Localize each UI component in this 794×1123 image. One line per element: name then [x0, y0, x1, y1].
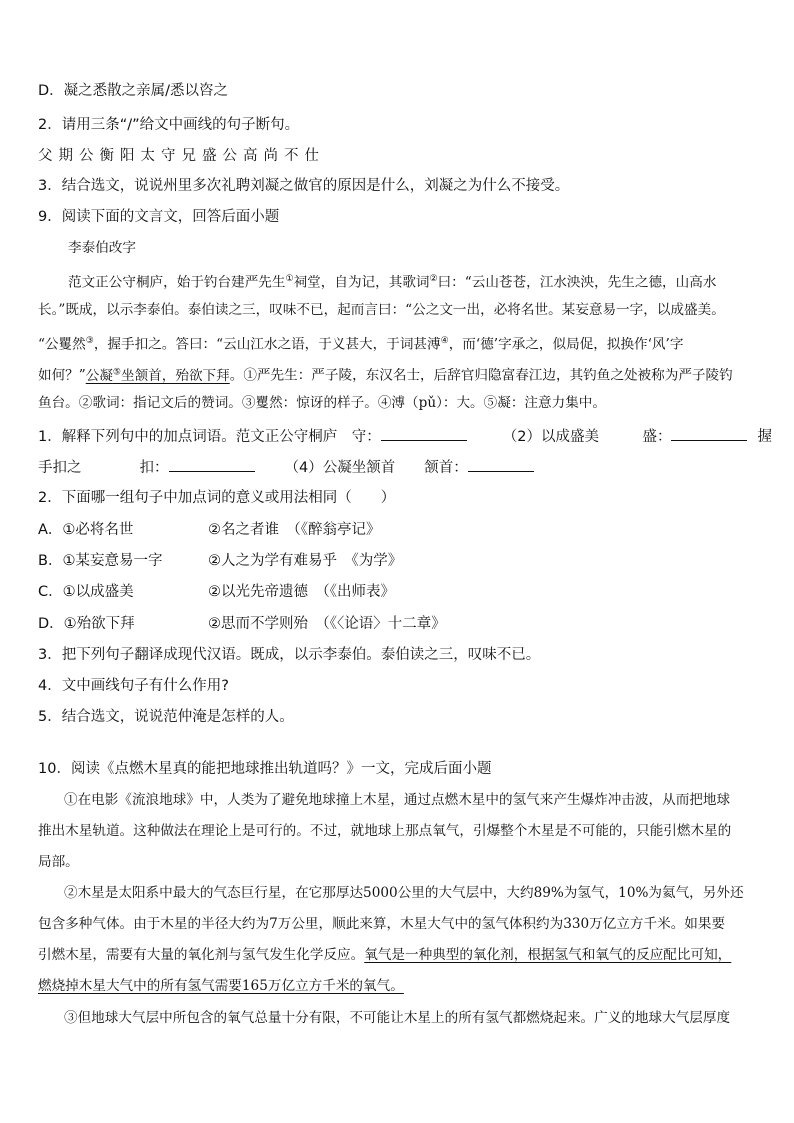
passage-text: ，而‘德’字承之，似局促，拟换作‘风’字 [448, 336, 684, 353]
article-para-2-line-4: 燃烧掉木星大气中的所有氢气需要165万亿立方千米的氧气。 [38, 978, 404, 994]
choice-part-1: A．①必将名世 [38, 522, 134, 538]
passage-line-4 [38, 362, 733, 386]
passage-text: 坐颔首，殆欲下拜 [121, 367, 230, 384]
subquestion-text: （2）以成盛美 盛： [502, 429, 672, 445]
choice-part-1: C．①以成盛美 [38, 584, 134, 600]
passage-line-2: 长。”既成，以示李泰伯。泰伯读之三，叹味不已，起而言曰：“公之文一出，必将名世。某妄意易一字，以成盛美。 [38, 302, 725, 318]
subquestion-1-line-2 [38, 457, 534, 478]
choice-row [38, 551, 402, 571]
article-para-2-line-1: ②木星是太阳系中最大的气态巨行星，在它那厚达5000公里的大气层中，大约89%为氢气，10%为氦气，另外还 [64, 885, 744, 901]
choice-part-2: ②人之为学有难易乎 《为学》 [208, 553, 403, 569]
answer-blank[interactable] [169, 457, 255, 472]
answer-blank[interactable] [468, 457, 534, 472]
article-para-2-line-2: 包含多种气体。由于木星的半径大约为7万公里，顺此来算，木星大气中的氢气体积约为330万亿立方千米。如果要 [38, 916, 726, 932]
passage-text: 公凝 [85, 367, 113, 384]
question-2-sentence-break: 2．请用三条“/”给文中画线的句子断句。 [38, 117, 300, 133]
footnote-marker: ③ [85, 336, 94, 346]
underlined-sentence [86, 368, 230, 384]
passage-line-1 [68, 269, 716, 293]
subquestion-2: 2．下面哪一组句子中加点词的意义或用法相同（ ） [38, 490, 396, 506]
article-para-2-line-3 [38, 945, 731, 965]
passage-text: “公矍然 [38, 336, 86, 353]
passage-text: 如何？” [38, 367, 86, 384]
passage-text: ，握手扣之。答曰：“云山江水之语，于义甚大，于词甚溥 [93, 336, 441, 353]
footnote-marker: ⑤ [112, 367, 121, 377]
subquestion-text: 手扣之 扣： [38, 460, 169, 476]
choice-part-2: ②名之者谁 （《醉翁亭记》 [208, 522, 381, 538]
subquestion-text: 1．解释下列句中的加点词语。范文正公守桐庐 守： [38, 429, 381, 445]
question-3-reason: 3．结合选文，说说州里多次礼聘刘凝之做官的原因是什么，刘凝之为什么不接受。 [38, 178, 570, 194]
article-para-1-line-2: 推出木星轨道。这种做法在理论上是可行的。不过，就地球上那点氧气，引爆整个木星是不可能的，只能引燃木星的 [38, 823, 732, 839]
sentence-to-break: 父期公衡阳太守兄盛公高尚不仕 [38, 148, 325, 164]
choice-row [38, 614, 446, 634]
subquestion-3: 3．把下列句子翻译成现代汉语。既成，以示李泰伯。泰伯读之三，叹味不已。 [38, 647, 541, 663]
question-9-heading: 9．阅读下面的文言文，回答后面小题 [38, 209, 280, 225]
article-text: 引燃木星，需要有大量的氧化剂与氢气发生化学反应。 [38, 947, 365, 963]
choice-part-1: B．①某妄意易一字 [38, 553, 163, 569]
passage-text: 祠堂，自为记，其歌词 [293, 274, 430, 291]
footnote-marker: ② [429, 274, 438, 284]
choice-part-2: ②思而不学则殆 （《〈论语〉十二章》 [208, 616, 446, 632]
footnote-marker: ① [285, 274, 294, 284]
option-d-previous: D．凝之悉散之亲属/悉以咨之 [38, 83, 229, 99]
article-para-1-line-1: ①在电影《流浪地球》中，人类为了避免地球撞上木星，通过点燃木星中的氢气来产生爆炸冲击波，从而把地球 [64, 792, 731, 808]
footnote-marker: ④ [440, 336, 449, 346]
choice-row [38, 520, 381, 540]
article-para-3-line-1: ③但地球大气层中所包含的氧气总量十分有限，不可能让木星上的所有氢气都燃烧起来。广义的地球大气层厚度 [64, 1010, 731, 1026]
answer-blank[interactable] [381, 426, 467, 441]
passage-line-3 [38, 331, 683, 355]
subquestion-1-line-1 [38, 426, 772, 447]
subquestion-4: 4．文中画线句子有什么作用? [38, 678, 229, 694]
passage-text: 曰：“云山苍苍，江水泱泱，先生之德，山高水 [437, 274, 717, 291]
choice-part-1: D．①殆欲下拜 [38, 616, 135, 632]
passage-line-5: 鱼台。②歌词：指记文后的赞词。③矍然：惊讶的样子。④溥（pǔ）：大。⑤凝：注意力集中。 [38, 395, 606, 411]
subquestion-5: 5．结合选文，说说范仲淹是怎样的人。 [38, 709, 294, 725]
choice-part-2: ②以光先帝遗德 （《出师表》 [208, 584, 395, 600]
underlined-sentence: 氧气是一种典型的氧化剂，根据氢气和氧气的反应配比可知， [364, 947, 732, 963]
question-10-heading: 10．阅读《点燃木星真的能把地球推出轨道吗？》一文，完成后面小题 [38, 761, 492, 777]
article-para-1-line-3: 局部。 [38, 854, 79, 870]
answer-blank[interactable] [671, 426, 747, 441]
subquestion-text: （4）公凝坐颔首 颔首： [284, 460, 468, 476]
passage-title: 李泰伯改字 [68, 240, 136, 256]
choice-row [38, 582, 395, 602]
passage-text: 范文正公守桐庐，始于钓台建严先生 [68, 274, 286, 291]
passage-text: 。①严先生：严子陵，东汉名士，后辞官归隐富春江边，其钓鱼之处被称为严子陵钓 [229, 367, 733, 384]
subquestion-text: 握 [757, 429, 772, 445]
